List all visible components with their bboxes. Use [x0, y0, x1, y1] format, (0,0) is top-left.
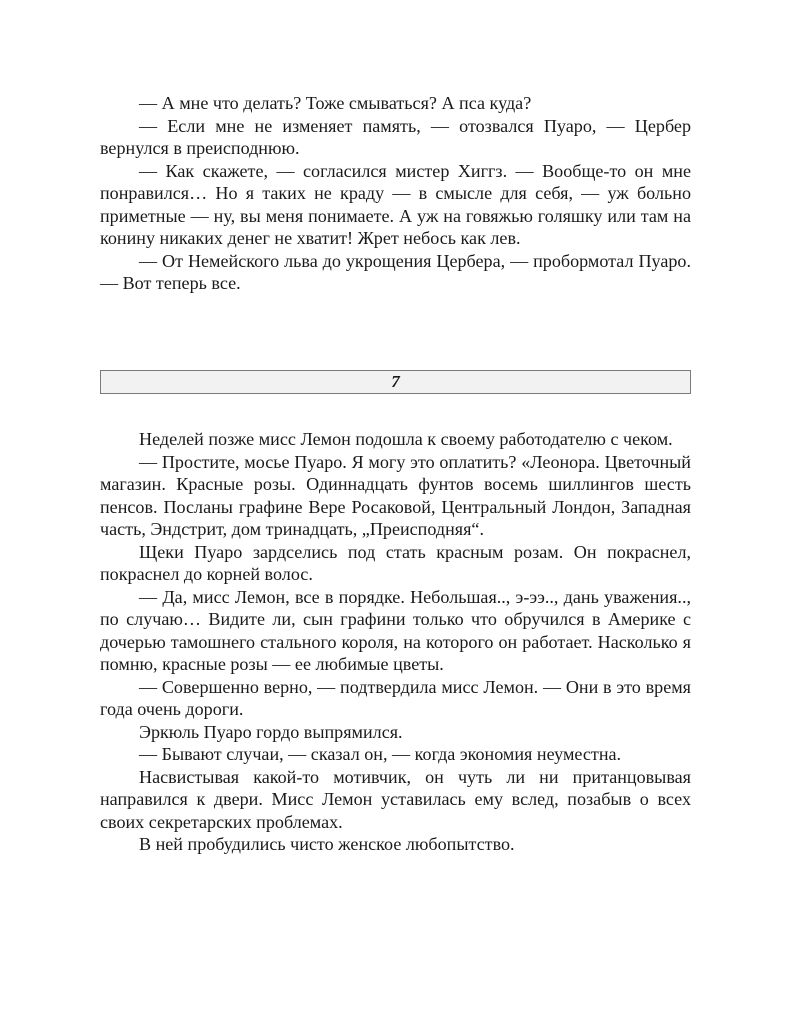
paragraph: — Совершенно верно, — подтвердила мисс Лемон. — Они в это время года очень дороги. [100, 676, 691, 719]
paragraph: В ней пробудились чисто женское любопытство. [139, 834, 515, 854]
paragraph: — А мне что делать? Тоже смываться? А пса куда? [139, 93, 532, 113]
paragraph: — Как скажете, — согласился мистер Хиггз. — Вообще-то он мне понравился… Но я таких не краду — в смысле для себя, — уж больно приметные — ну, вы меня понимаете. А уж на говяжью голяшку или там на конину никаких денег не хватит! Жрет небось как лев. [100, 160, 691, 248]
chapter-number: 7 [391, 372, 400, 391]
paragraph: — Простите, мосье Пуаро. Я могу это оплатить? «Леонора. Цветочный магазин. Красные розы. Одиннадцать фунтов восемь шиллингов шесть пенсов. Посланы графине Вере Росаковой, Центральный Лондон, Западная часть, Эндстрит, дом тринадцать, „Преисподняя“. [100, 451, 691, 539]
paragraph: — Да, мисс Лемон, все в порядке. Небольшая.., э-ээ.., дань уважения.., по случаю… Видите ли, сын графини только что обручился в Америке с дочерью тамошнего стального короля, на которого он работает. Насколько я помню, красные розы — ее любимые цветы. [100, 586, 691, 674]
paragraph: — Если мне не изменяет память, — отозвался Пуаро, — Цербер вернулся в преисподнюю. [100, 115, 691, 158]
paragraph: Эркюль Пуаро гордо выпрямился. [139, 721, 403, 742]
section-after-chapter [100, 428, 691, 856]
paragraph: — От Немейского льва до укрощения Цербера, — пробормотал Пуаро. — Вот теперь все. [100, 250, 691, 293]
paragraph: Насвистывая какой-то мотивчик, он чуть ли ни пританцовывая направился к двери. Мисс Лемон уставилась ему вслед, позабыв о всех своих секретарских проблемах. [100, 766, 691, 832]
paragraph: Неделей позже мисс Лемон подошла к своему работодателю с чеком. [139, 429, 673, 449]
chapter-heading-box [100, 370, 691, 394]
paragraph: — Бывают случаи, — сказал он, — когда экономия неуместна. [139, 744, 622, 764]
paragraph: Щеки Пуаро зардселись под стать красным розам. Он покраснел, покраснел до корней волос. [100, 541, 691, 584]
section-before-chapter [100, 92, 691, 295]
